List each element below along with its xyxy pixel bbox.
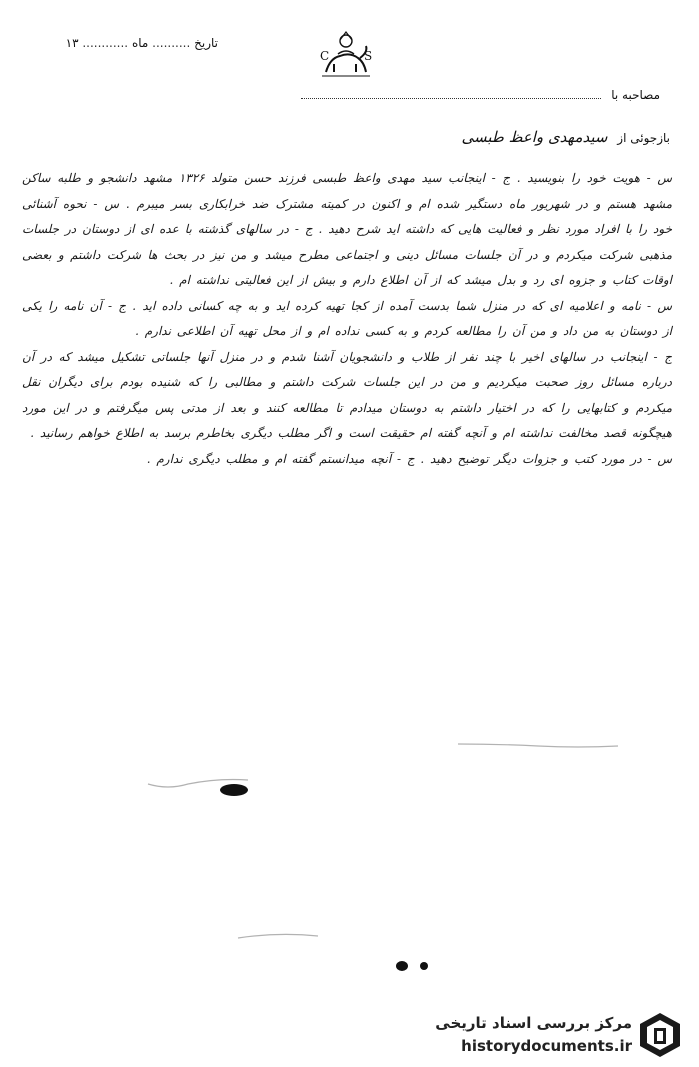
date-label: تاریخ <box>194 36 218 50</box>
interrogation-of-row <box>290 128 670 146</box>
month-label: ماه <box>131 36 149 50</box>
testimony-text: س - هویت خود را بنویسید . ج - اینجانب سید مهدی واعظ طبسی فرزند حسن متولد ۱۳۲۶ مشهد دانشجو و طلبه ساکن مشهد هستم و در شهریور ماه دستگیر شده ام و اکنون در کمیته مشترک ضد خرابکاری بسر میبرم . س - نحوه آشنائی خود را با افراد مورد نظر و فعالیت هایی که داشته اید شرح دهید . ج - در سالهای گذشته با عده ای از دوستان در جلسات مذهبی شرکت میکردم و در آن جلسات مسائل دینی و اجتماعی مطرح میشد و من نیز در بحث ها شرکت داشتم و بعضی اوقات کتاب و جزوه ای رد و بدل میشد که از آن اطلاع دارم و بیش از این فعالیتی نداشته ام . س - نامه و اعلامیه ای که در منزل شما بدست آمده از کجا تهیه کرده اید و به چه کسانی داده اید . ج - آن نامه را یکی از دوستان به من داد و من آن را مطالعه کردم و به کسی نداده ام و از محل تهیه آن اطلاعی ندارم . ج - اینجانب در سالهای اخیر با چند نفر از طلاب و دانشجویان آشنا شدم و در منزل آنها جلساتی تشکیل میشد که در آن درباره مسائل روز صحبت میکردیم و من در این جلسات شرکت داشتم و مطالبی را که شنیده بودم برای دیگران نقل میکردم و کتابهایی را که در اختیار داشتم به دوستان میدادم تا مطالعه کنند و بعد از مدتی پس میگرفتم و در این مورد هیچگونه قصد مخالفت نداشته ام و آنچه گفته ام حقیقت است و اگر مطلب دیگری بخاطرم برسد به اطلاع خواهم رسانید . س - در مورد کتب و جزوات دیگر توضیح دهید . ج - آنچه میدانستم گفته ام و مطلب دیگری ندارم . <box>22 171 673 466</box>
svg-text:S: S <box>364 49 373 63</box>
lion-and-sun-emblem-icon <box>316 30 376 80</box>
month-dots: ............ <box>78 36 129 50</box>
year-suffix: ۱۳ <box>65 36 79 50</box>
date-dots: .......... <box>148 36 191 50</box>
handwritten-body <box>18 160 678 990</box>
svg-text:C: C <box>320 49 330 63</box>
archive-logo-icon <box>636 1010 684 1060</box>
interview-fill-line <box>301 98 601 99</box>
date-line <box>18 36 218 50</box>
interview-label: مصاحبه با <box>611 88 660 102</box>
interrogator-label: بازجوئی از <box>617 131 670 145</box>
watermark-url: historydocuments.ir <box>461 1037 632 1055</box>
interview-with-row <box>290 88 660 102</box>
interrogator-name: سیدمهدی واعظ طبسی <box>461 128 608 146</box>
watermark-title: مرکز بررسی اسناد تاریخی <box>435 1014 632 1032</box>
